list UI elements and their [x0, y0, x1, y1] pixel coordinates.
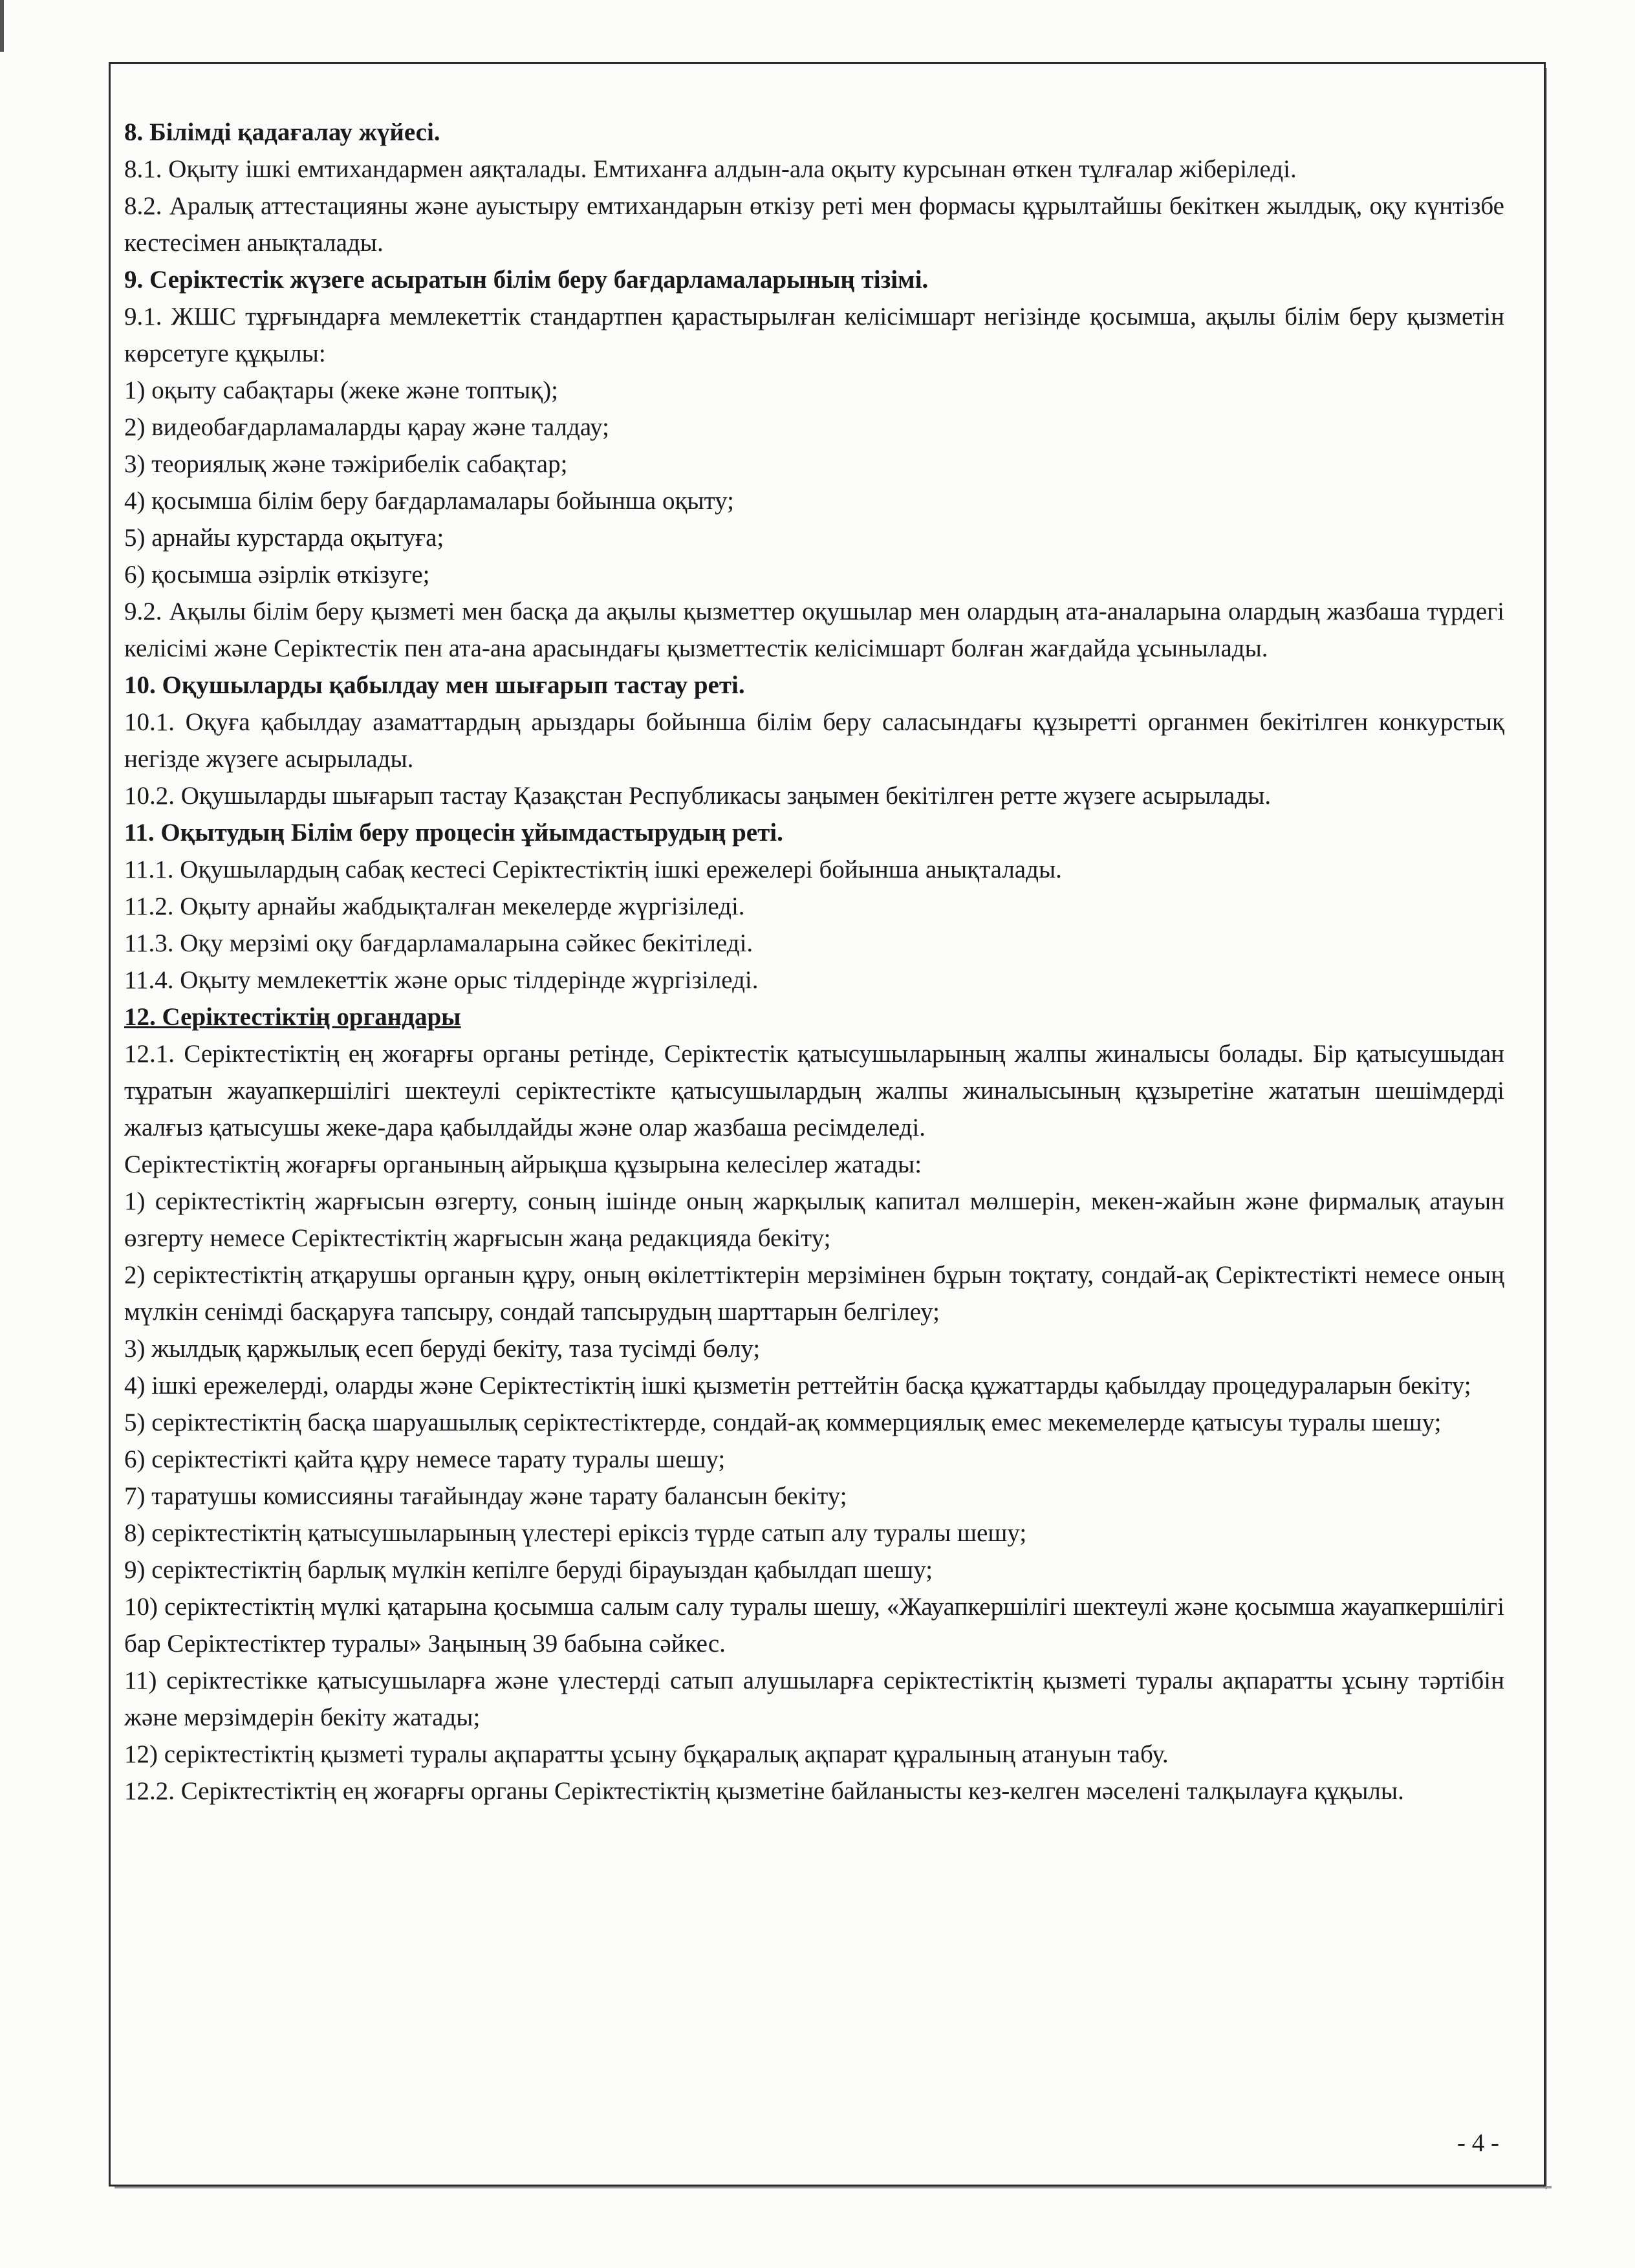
paragraph: 10.2. Оқушыларды шығарып тастау Қазақстан Республикасы заңымен бекітілген ретте жүзеге асырылады. — [124, 782, 1272, 810]
scan-edge-mark — [0, 0, 4, 52]
paragraph: 1) оқыту сабақтары (жеке және топтық); — [124, 376, 559, 404]
paragraph: 8) серіктестіктің қатысушыларының үлестері еріксіз түрде сатып алу туралы шешу; — [124, 1519, 1027, 1547]
paragraph: 11.3. Оқу мерзімі оқу бағдарламаларына сәйкес бекітіледі. — [124, 929, 753, 957]
paragraph: 11.1. Оқушылардың сабақ кестесі Серіктестіктің ішкі ережелері бойынша анықталады. — [124, 856, 1062, 883]
paragraph: 3) теориялық және тәжірибелік сабақтар; — [124, 450, 568, 478]
paragraph: 6) серіктестікті қайта құру немесе тарату туралы шешу; — [124, 1445, 726, 1473]
paragraph: 9) серіктестіктің барлық мүлкін кепілге беруді бірауыздан қабылдап шешу; — [124, 1556, 933, 1584]
section-heading: 8. Білімді қадағалау жүйесі. — [124, 118, 440, 146]
paragraph: 9.2. Ақылы білім беру қызметі мен басқа да ақылы қызметтер оқушылар мен олардың ата-аналарына олардың жазбаша түрдегі келісімі және Серіктестік пен ата-ана арасындағы қызметтестік келісімшарт болған жағдайда ұсынылады. — [124, 598, 1504, 662]
paragraph: 4) қосымша білім беру бағдарламалары бойынша оқыту; — [124, 487, 734, 515]
paragraph: 5) серіктестіктің басқа шаруашылық серіктестіктерде, сондай-ақ коммерциялық емес мекемелерде қатысуы туралы шешу; — [124, 1409, 1442, 1436]
section-heading: 9. Серіктестік жүзеге асыратын білім беру бағдарламаларының тізімі. — [124, 266, 929, 294]
paragraph: 9.1. ЖШС тұрғындарға мемлекеттік стандартпен қарастырылған келісімшарт негізінде қосымша, ақылы білім беру қызметін көрсетуге құқылы: — [124, 303, 1504, 367]
paragraph: 10) серіктестіктің мүлкі қатарына қосымша салым салу туралы шешу, «Жауапкершілігі шектеулі және қосымша жауапкершілігі бар Серіктестіктер туралы» Заңының 39 бабына сәйкес. — [124, 1593, 1504, 1658]
paragraph: 11) серіктестікке қатысушыларға және үлестерді сатып алушыларға серіктестіктің қызметі туралы ақпаратты ұсыну тәртібін және мерзімдерін бекіту жатады; — [124, 1667, 1504, 1731]
section-heading: 11. Оқытудың Білім беру процесін ұйымдастырудың реті. — [124, 819, 783, 847]
paragraph: 12.2. Серіктестіктің ең жоғарғы органы Серіктестіктің қызметіне байланысты кез-келген мәселені талқылауға құқылы. — [124, 1777, 1404, 1805]
paragraph: 8.1. Оқыту ішкі емтихандармен аяқталады. Емтиханға алдын-ала оқыту курсынан өткен тұлғалар жіберіледі. — [124, 155, 1297, 183]
section-heading: 12. Серіктестіктің органдары — [124, 1003, 461, 1031]
paragraph: 4) ішкі ережелерді, оларды және Серіктестіктің ішкі қызметін реттейтін басқа құжаттарды қабылдау процедураларын бекіту; — [124, 1372, 1471, 1399]
paragraph: 8.2. Аралық аттестацияны және ауыстыру емтихандарын өткізу реті мен формасы құрылтайшы бекіткен жылдық, оқу күнтізбе кестесімен анықталады. — [124, 192, 1504, 257]
paragraph: 5) арнайы курстарда оқытуға; — [124, 524, 444, 552]
paragraph: Серіктестіктің жоғарғы органының айрықша құзырына келесілер жатады: — [124, 1150, 922, 1178]
paragraph: 10.1. Оқуға қабылдау азаматтардың арыздары бойынша білім беру саласындағы құзыретті органмен бекітілген конкурстық негізде жүзеге асырылады. — [124, 708, 1504, 773]
section-heading: 10. Оқушыларды қабылдау мен шығарып тастау реті. — [124, 671, 745, 699]
paragraph: 6) қосымша әзірлік өткізуге; — [124, 561, 430, 589]
paragraph: 1) серіктестіктің жарғысын өзгерту, соның ішінде оның жарқылық капитал мөлшерін, мекен-жайын және фирмалық атауын өзгерту немесе Серіктестіктің жарғысын жаңа редакцияда бекіту; — [124, 1187, 1504, 1252]
paragraph: 11.4. Оқыту мемлекеттік және орыс тілдерінде жүргізіледі. — [124, 966, 759, 994]
paragraph: 11.2. Оқыту арнайы жабдықталған мекелерде жүргізіледі. — [124, 892, 745, 920]
paragraph: 12.1. Серіктестіктің ең жоғарғы органы ретінде, Серіктестік қатысушыларының жалпы жиналысы болады. Бір қатысушыдан тұратын жауапкершілігі шектеулі серіктестікте қатысушылардың жалпы жиналысының құзыретіне жататын шешімдерді жалғыз қатысушы жеке-дара қабылдайды және олар жазбаша ресімделеді. — [124, 1040, 1504, 1141]
paragraph: 2) серіктестіктің атқарушы органын құру, оның өкілеттіктерін мерзімінен бұрын тоқтату, сондай-ақ Серіктестікті немесе оның мүлкін сенімді басқаруға тапсыру, сондай тапсырудың шарттарын белгілеу; — [124, 1261, 1504, 1326]
paragraph: 7) таратушы комиссияны тағайындау және тарату балансын бекіту; — [124, 1482, 847, 1510]
paragraph: 12) серіктестіктің қызметі туралы ақпаратты ұсыну бұқаралық ақпарат құралының атануын табу. — [124, 1740, 1169, 1768]
page-number: - 4 - — [1457, 2129, 1499, 2157]
document-body — [124, 114, 1504, 1809]
paragraph: 2) видеобағдарламаларды қарау және талдау; — [124, 413, 610, 441]
paragraph: 3) жылдық қаржылық есеп беруді бекіту, таза тусімді бөлу; — [124, 1335, 761, 1363]
